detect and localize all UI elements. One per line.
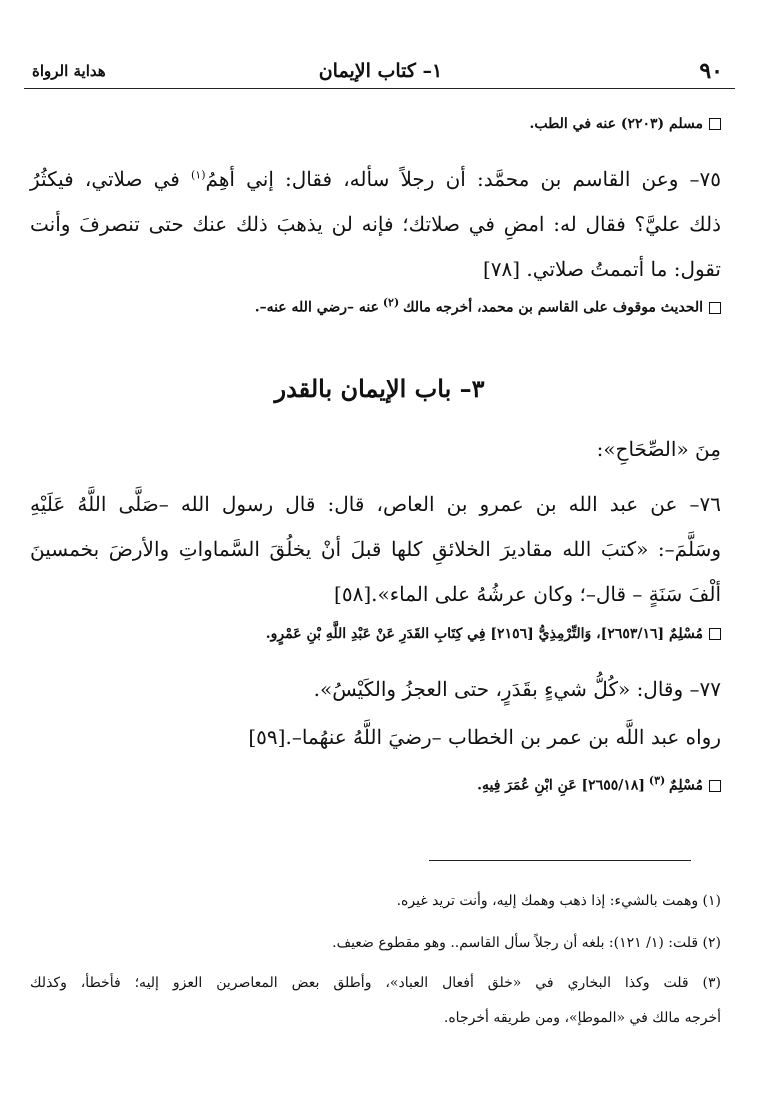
hadith-76-line-2: وسَلَّمَ–: «كتبَ الله مقاديرَ الخلائقِ كلها قبلَ أنْ يخلُقَ السَّماواتِ والأرضَ بخمسينَ	[30, 537, 721, 561]
hadith-75-line-2: ذلك عليَّ؟ فقال له: امضِ في صلاتك؛ فإنه لن يذهبَ ذلك عنك حتى تنصرفَ وأنت	[30, 212, 721, 236]
checkbox-square-icon	[709, 118, 721, 130]
chapter-heading: ٣– باب الإيمان بالقدر	[274, 374, 485, 403]
footnote-3-line-1: (٣) قلت وكذا البخاري في «خلق أفعال العباد»، وأطلق بعض المعاصرين العزو إليه؛ فأخطأ، وكذلك	[30, 975, 721, 991]
footnote-1: (١) وهمت بالشيء: إذا ذهب وهمك إليه، وأنت تريد غيره.	[396, 893, 721, 909]
hadith-77-line-1: ٧٧– وقال: «كُلُّ شيءٍ بقَدَرٍ، حتى العجزُ والكَيْسُ».	[313, 677, 721, 701]
section-label: مِنَ «الصِّحَاحِ»:	[596, 437, 721, 461]
hadith-75-line-1: ٧٥– وعن القاسم بن محمَّد: أن رجلاً سأله، فقال: إني أهِمُ$^{(١)}$ في صلاتي، فيكثُرُ	[30, 167, 722, 191]
reference-note-4: مُسْلِمٌ $^{(٣)}$ [٢٦٥٥/١٨] عَنِ ابْنِ عُمَرَ فِيهِ.	[30, 774, 721, 794]
footnote-2: (٢) قلت: (١/ ١٢١): بلغه أن رجلاً سأل القاسم.. وهو مقطوع ضعيف.	[332, 935, 721, 951]
hadith-76-line-3: ألْفَ سَنَةٍ – قال–؛ وكان عرشُهُ على الماء».[٥٨]	[334, 582, 721, 606]
hadith-76-line-1: ٧٦– عن عبد الله بن عمرو بن العاص، قال: قال رسول الله –صَلَّى اللَّهُ عَلَيْهِ	[30, 492, 721, 516]
checkbox-square-icon	[709, 628, 721, 640]
book-title: هداية الرواة	[32, 62, 106, 80]
page-header	[30, 56, 731, 86]
hadith-75-line-3: تقول: ما أتممتُ صلاتي. [٧٨]	[482, 257, 721, 281]
footnote-ref-2: (٢)	[378, 296, 403, 309]
hadith-77-line-2: رواه عبد اللَّه بن عمر بن الخطاب –رضيَ اللَّهُ عنهُما–.[٥٩]	[248, 725, 721, 749]
footnote-3-line-2: أخرجه مالك في «الموطإ»، ومن طريقه أخرجاه.	[443, 1010, 721, 1026]
checkbox-square-icon	[709, 780, 721, 792]
footnote-ref-1: (١)	[191, 168, 206, 182]
chapter-title: ١– كتاب الإيمان	[318, 60, 443, 82]
page-number: ٩٠	[699, 58, 723, 84]
header-divider	[24, 88, 735, 89]
reference-note-1: مسلم (٢٢٠٣) عنه في الطب.	[30, 116, 721, 132]
reference-note-2: الحديث موقوف على القاسم بن محمد، أخرجه مالك $^{(٢)}$ عنه –رضي الله عنه–.	[30, 296, 721, 316]
footnote-ref-3: (٣)	[645, 774, 670, 787]
footnote-divider	[429, 860, 691, 861]
reference-note-3: مُسْلِمٌ [٢٦٥٣/١٦]، وَالتِّرْمِذِيُّ [٢١٥٦] فِي كِتَابِ القَدَرِ عَنْ عَبْدِ اللَّهِ بْنِ عَمْرٍو.	[30, 626, 721, 642]
checkbox-square-icon	[709, 302, 721, 314]
